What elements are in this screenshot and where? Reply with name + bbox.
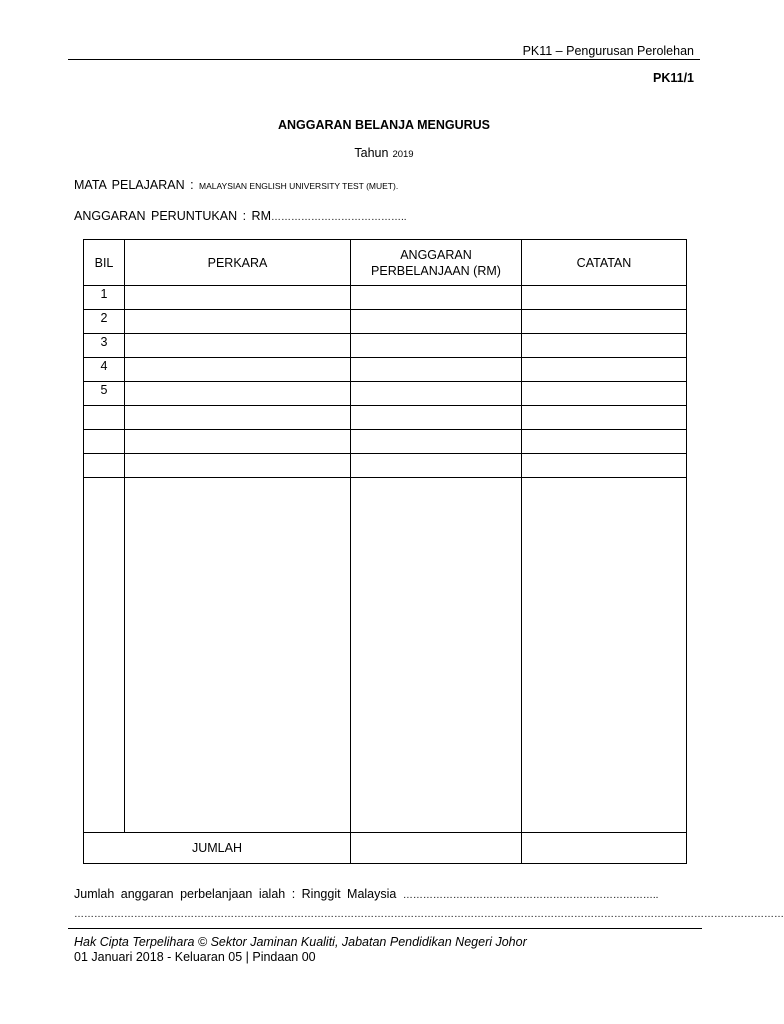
row-number <box>84 430 125 454</box>
catatan-cell[interactable] <box>522 358 687 382</box>
total-label: JUMLAH <box>84 833 351 864</box>
row-number: 5 <box>84 382 125 406</box>
perkara-cell[interactable] <box>125 310 351 334</box>
header-catatan: CATATAN <box>522 240 687 286</box>
total-amount-cell[interactable] <box>351 833 522 864</box>
header-section-title: PK11 – Pengurusan Perolehan <box>522 44 694 58</box>
row-number <box>84 454 125 478</box>
allocation-dots: ………………………………….. <box>271 212 407 223</box>
table-row <box>84 358 687 382</box>
row-number: 4 <box>84 358 125 382</box>
perkara-cell[interactable] <box>125 334 351 358</box>
header-divider <box>68 59 700 60</box>
summary-label: Jumlah anggaran perbelanjaan ialah : Ringgit Malaysia <box>74 887 403 901</box>
summary-dots: ………………………………………………………………….. <box>402 890 659 901</box>
budget-table <box>83 239 687 864</box>
catatan-cell[interactable] <box>522 406 687 430</box>
summary-dots-line: …………………………………………………………………………………………………………………………………………………………………………………………… <box>74 909 784 920</box>
catatan-cell[interactable] <box>522 286 687 310</box>
perkara-cell[interactable] <box>125 478 351 833</box>
anggaran-cell[interactable] <box>351 430 522 454</box>
perkara-cell[interactable] <box>125 430 351 454</box>
table-row <box>84 286 687 310</box>
year-value: 2019 <box>392 149 414 160</box>
anggaran-cell[interactable] <box>351 286 522 310</box>
catatan-cell[interactable] <box>522 454 687 478</box>
catatan-cell[interactable] <box>522 382 687 406</box>
row-number: 1 <box>84 286 125 310</box>
footer-issue: 01 Januari 2018 - Keluaran 05 | Pindaan 00 <box>74 950 316 964</box>
perkara-cell[interactable] <box>125 286 351 310</box>
row-number <box>84 478 125 833</box>
table-row <box>84 430 687 454</box>
year-line <box>0 146 768 160</box>
header-anggaran-line2: PERBELANJAAN (RM) <box>371 263 501 278</box>
subject-label: MATA PELAJARAN : <box>74 178 200 192</box>
table-row <box>84 406 687 430</box>
table-row <box>84 334 687 358</box>
header-perkara: PERKARA <box>125 240 351 286</box>
table-row <box>84 478 687 833</box>
table-row <box>84 310 687 334</box>
anggaran-cell[interactable] <box>351 382 522 406</box>
perkara-cell[interactable] <box>125 382 351 406</box>
anggaran-cell[interactable] <box>351 358 522 382</box>
perkara-cell[interactable] <box>125 454 351 478</box>
anggaran-cell[interactable] <box>351 310 522 334</box>
allocation-label: ANGGARAN PERUNTUKAN : RM <box>74 209 271 223</box>
perkara-cell[interactable] <box>125 406 351 430</box>
footer-divider <box>68 928 702 929</box>
table-header-row <box>84 240 687 286</box>
catatan-cell[interactable] <box>522 310 687 334</box>
form-code: PK11/1 <box>652 71 694 85</box>
row-number: 3 <box>84 334 125 358</box>
total-notes-cell[interactable] <box>522 833 687 864</box>
perkara-cell[interactable] <box>125 358 351 382</box>
anggaran-cell[interactable] <box>351 406 522 430</box>
subject-line <box>74 178 398 192</box>
allocation-line <box>74 209 407 223</box>
subject-value: MALAYSIAN ENGLISH UNIVERSITY TEST (MUET). <box>199 181 399 191</box>
table-row <box>84 454 687 478</box>
table-row <box>84 382 687 406</box>
anggaran-cell[interactable] <box>351 454 522 478</box>
summary-line <box>74 887 658 901</box>
row-number <box>84 406 125 430</box>
catatan-cell[interactable] <box>522 430 687 454</box>
catatan-cell[interactable] <box>522 478 687 833</box>
total-row <box>84 833 687 864</box>
anggaran-cell[interactable] <box>351 478 522 833</box>
catatan-cell[interactable] <box>522 334 687 358</box>
header-anggaran <box>351 240 522 286</box>
header-bil: BIL <box>84 240 125 286</box>
anggaran-cell[interactable] <box>351 334 522 358</box>
footer-copyright: Hak Cipta Terpelihara © Sektor Jaminan Kualiti, Jabatan Pendidikan Negeri Johor <box>74 935 527 949</box>
document-title: ANGGARAN BELANJA MENGURUS <box>277 118 491 132</box>
header-anggaran-line1: ANGGARAN <box>400 247 472 262</box>
year-label: Tahun <box>354 146 389 160</box>
row-number: 2 <box>84 310 125 334</box>
